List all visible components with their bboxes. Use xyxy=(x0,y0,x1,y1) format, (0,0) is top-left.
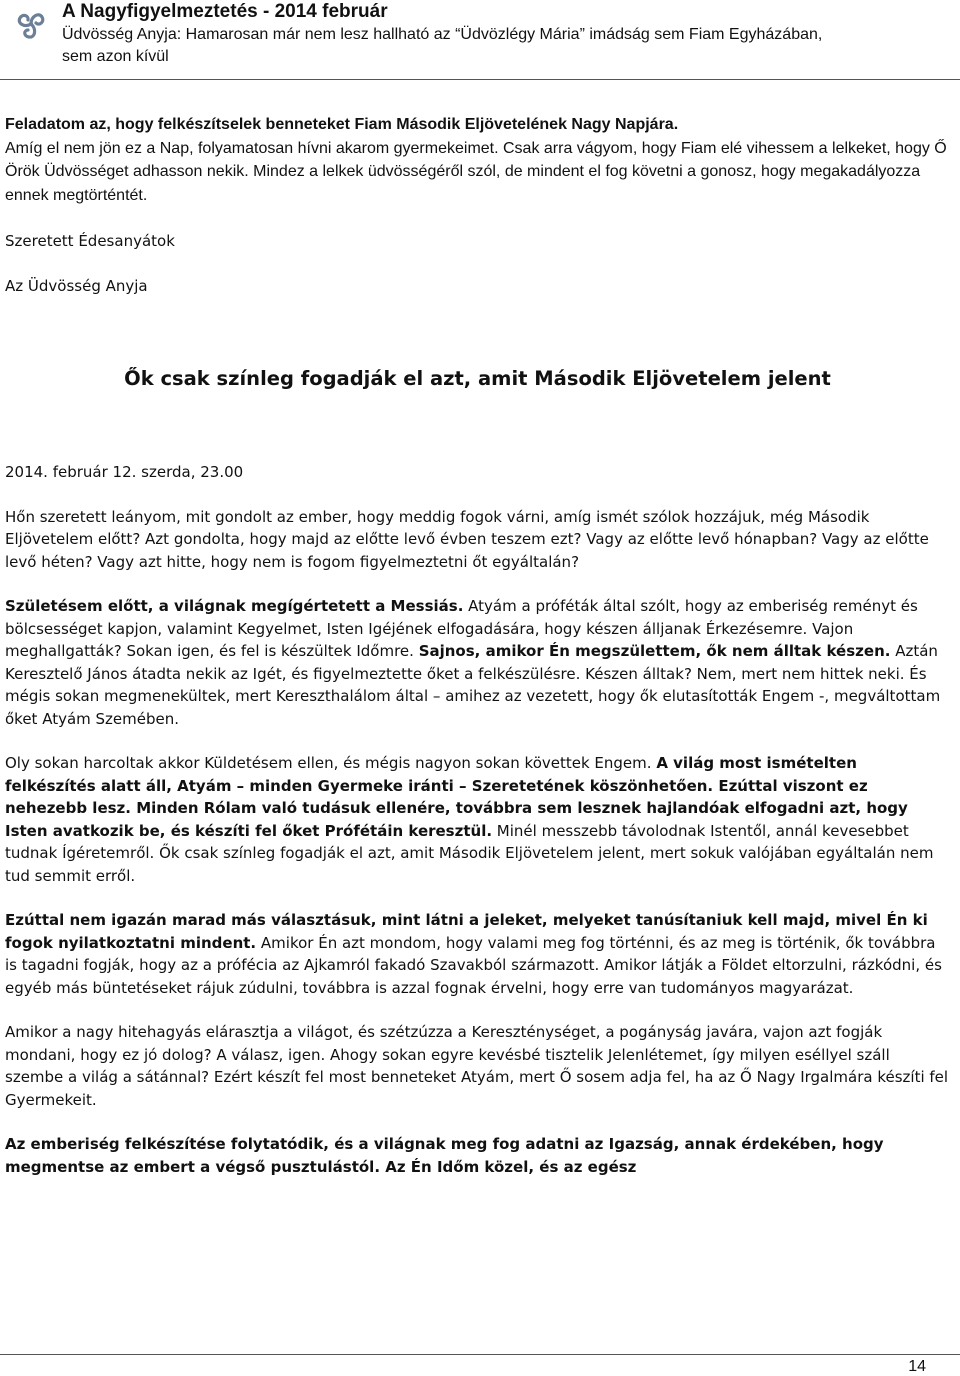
message-date: 2014. február 12. szerda, 23.00 xyxy=(5,463,244,481)
footer-divider xyxy=(0,1354,960,1355)
paragraph-6-bold-1: Az emberiség felkészítése folytatódik, és a világnak meg fog adatni az Igazság, annak érdekében, hogy megmentse az embert a végső pusztulástól. Az Én Időm közel, és az egész xyxy=(5,1135,884,1176)
page-header xyxy=(0,0,960,80)
paragraph-3-bold-1: A világ most ismételten felkészítés alatt áll, Atyám – minden Gyermeke iránti – Szeretetének köszönhetően. Ezúttal viszont ez nehezebb lesz. Minden Rólam való tudásuk ellenére, továbbra sem lesznek hajlandóak elfogadni azt, hogy Isten avatkozik be, és készíti fel őket Prófétáin keresztül. xyxy=(5,754,908,840)
document-subtitle-line-2: sem azon kívül xyxy=(62,48,169,65)
paragraph-3-text-1: Oly sokan harcoltak akkor Küldetésem ellen, és mégis nagyon sokan követtek Engem. xyxy=(5,754,657,772)
page-number: 14 xyxy=(908,1358,926,1375)
signature-greeting: Szeretett Édesanyátok xyxy=(5,232,175,250)
paragraph-3-text-2: Minél messzebb távolodnak Istentől, annál kevesebbet tudnak Ígéretemről. Ők csak színleg fogadják el azt, amit Második Eljövetelem jelent, mert sokuk valójában egyáltalán nem tud semmit erről. xyxy=(5,821,934,885)
paragraph-4-bold-1: Ezúttal nem igazán marad más választásuk, mint látni a jeleket, melyeket tanúsítaniuk kell majd, mivel Én ki fogok nyilatkoztatni mindent. xyxy=(5,911,928,952)
triple-spiral-logo-icon xyxy=(8,2,54,46)
paragraph-4 xyxy=(5,909,950,999)
paragraph-2-bold-2: Sajnos, amikor Én megszülettem, ők nem álltak készen. xyxy=(418,642,891,660)
paragraph-6 xyxy=(5,1133,950,1178)
message-title: Ők csak színleg fogadják el azt, amit Második Eljövetelem jelent xyxy=(124,367,831,390)
paragraph-3 xyxy=(5,752,950,887)
paragraph-4-text-1: Amikor Én azt mondom, hogy valami meg fog történni, és az meg is történik, ők továbbra is tagadni fogják, hogy az a prófécia az Ajkamról fakadó Szavakból származott. Amikor látják a Földet eltorzulni, rázkódni, és egyéb más büntetéseket rájuk zúdulni, továbbra is azzal fognak érvelni, hogy erre van tudományos magyarázat. xyxy=(5,933,942,997)
paragraph-2 xyxy=(5,595,950,730)
paragraph-2-text-1: Atyám a próféták által szólt, hogy az emberiség reményt és bölcsességet kapjon, valamint Kegyelmet, Isten Igéjének elfogadására, hogy készen álljanak Érkezésemre. Vajon meghallgatták? Sokan igen, és fel is készültek Időmre. xyxy=(5,597,918,660)
paragraph-1: Hőn szeretett leányom, mit gondolt az ember, hogy meddig fogok várni, amíg ismét szólok hozzájuk, még Második Eljövetelem előtt? Azt gondolta, hogy majd az előtte levő évben teszem ezt? Vagy az előtte levő hónapban? Vagy az előtte levő héten? Vagy azt hitte, hogy nem is fogom figyelmeztetni őt egyáltalán? xyxy=(5,507,929,571)
document-title: A Nagyfigyelmeztetés - 2014 február xyxy=(62,1,388,22)
document-subtitle-line-1: Üdvösség Anyja: Hamarosan már nem lesz hallható az “Üdvözlégy Mária” imádság sem Fiam Egyházában, xyxy=(62,26,823,43)
intro-text: Amíg el nem jön ez a Nap, folyamatosan hívni akarom gyermekeimet. Csak arra vágyom, hogy Fiam elé vihessem a lelkeket, hogy Ő Örök Üdvösséget adhasson nekik. Mindez a lelkek üdvösségéről szól, de mindent el fog követni a gonosz, hogy megakadályozza ennek megtörténtét. xyxy=(5,139,947,204)
intro-paragraph xyxy=(5,113,950,207)
header-text xyxy=(62,0,952,68)
page-content xyxy=(5,113,950,1178)
intro-bold-line: Feladatom az, hogy felkészítselek benneteket Fiam Második Eljövetelének Nagy Napjára. xyxy=(5,116,679,133)
paragraph-2-bold-1: Születésem előtt, a világnak megígértetett a Messiás. xyxy=(5,597,464,615)
paragraph-5: Amikor a nagy hitehagyás elárasztja a világot, és szétzúzza a Kereszténységet, a pogányság javára, vajon azt fogják mondani, hogy ez jó dolog? A válasz, igen. Ahogy sokan egyre kevésbé tisztelik Jelenlétemet, így milyen eséllyel száll szembe a világ a sátánnal? Ezért készít fel most benneteket Atyám, mert Ő sosem adja fel, ha az Ő Nagy Irgalmára készíti fel Gyermekeit. xyxy=(5,1023,949,1109)
header-divider xyxy=(0,79,960,80)
paragraph-2-text-2: Aztán Keresztelő János átadta nekik az Igét, és figyelmeztette őket a felkészülésre. Készen álltak? Nem, mert nem hittek neki. És mégis sokan megmenekültek, mert Kereszthalálom által – amihez az vezetett, hogy ők elutasították Engem -, megváltottam őket Atyám Szemében. xyxy=(5,642,941,728)
signature-name: Az Üdvösség Anyja xyxy=(5,277,148,295)
